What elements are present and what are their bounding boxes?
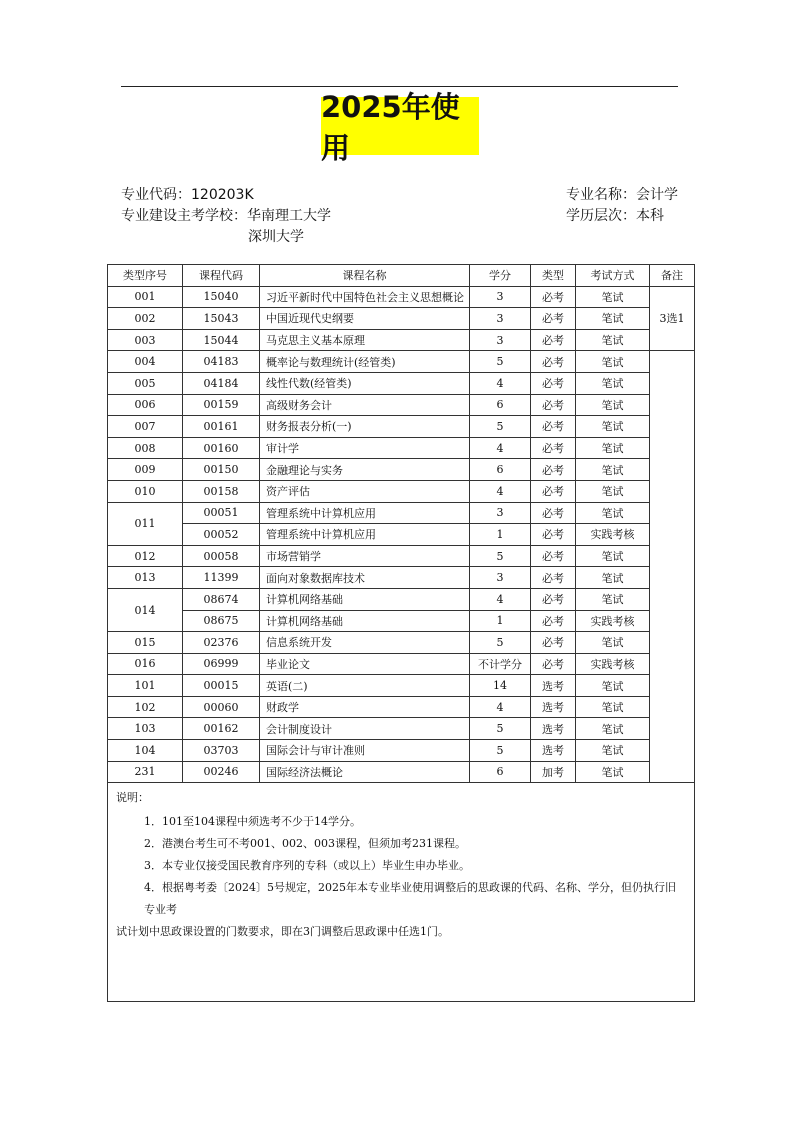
cell-credit: 不计学分	[470, 653, 531, 675]
cell-credit: 6	[470, 394, 531, 416]
cell-code: 00150	[183, 459, 260, 481]
header-remark: 备注	[650, 265, 695, 287]
note-item-continuation: 试计划中思政课设置的门数要求，即在3门调整后思政课中任选1门。	[116, 925, 449, 939]
cell-name: 管理系统中计算机应用	[260, 502, 470, 524]
cell-seq: 004	[108, 351, 183, 373]
cell-seq: 007	[108, 416, 183, 438]
cell-code: 00051	[183, 502, 260, 524]
cell-exam: 笔试	[576, 761, 650, 783]
cell-credit: 5	[470, 632, 531, 654]
cell-credit: 14	[470, 675, 531, 697]
cell-seq: 006	[108, 394, 183, 416]
cell-type: 必考	[531, 480, 576, 502]
cell-code: 00161	[183, 416, 260, 438]
exam-plan-table	[107, 264, 695, 1002]
cell-type: 必考	[531, 567, 576, 589]
cell-exam: 笔试	[576, 437, 650, 459]
table-row	[108, 372, 695, 394]
cell-credit: 1	[470, 524, 531, 546]
cell-seq: 231	[108, 761, 183, 783]
cell-exam: 实践考核	[576, 610, 650, 632]
cell-seq: 008	[108, 437, 183, 459]
cell-code: 03703	[183, 740, 260, 762]
cell-exam: 笔试	[576, 675, 650, 697]
cell-type: 必考	[531, 588, 576, 610]
cell-type: 选考	[531, 718, 576, 740]
major-name: 专业名称：会计学	[566, 187, 678, 203]
cell-code: 06999	[183, 653, 260, 675]
cell-exam: 实践考核	[576, 653, 650, 675]
note-item: 3．本专业仅接受国民教育序列的专科（或以上）毕业生申办毕业。	[144, 859, 470, 873]
cell-seq: 016	[108, 653, 183, 675]
header-code: 课程代码	[183, 265, 260, 287]
table-row	[108, 588, 695, 610]
cell-type: 必考	[531, 459, 576, 481]
cell-name: 高级财务会计	[260, 394, 470, 416]
cell-exam: 笔试	[576, 459, 650, 481]
header-exam: 考试方式	[576, 265, 650, 287]
cell-type: 必考	[531, 524, 576, 546]
cell-exam: 笔试	[576, 286, 650, 308]
cell-seq: 011	[108, 502, 183, 545]
note-item: 1．101至104课程中须选考不少于14学分。	[144, 815, 361, 829]
cell-type: 必考	[531, 437, 576, 459]
table-row	[108, 696, 695, 718]
table-row	[108, 675, 695, 697]
table-row	[108, 308, 695, 330]
host-school-second: 深圳大学	[248, 229, 304, 245]
table-row	[108, 480, 695, 502]
cell-exam: 笔试	[576, 329, 650, 351]
cell-code: 15044	[183, 329, 260, 351]
header-seq: 类型序号	[108, 265, 183, 287]
cell-credit: 4	[470, 437, 531, 459]
cell-type: 加考	[531, 761, 576, 783]
cell-credit: 5	[470, 545, 531, 567]
table-row	[108, 416, 695, 438]
cell-seq: 014	[108, 588, 183, 631]
cell-code: 00052	[183, 524, 260, 546]
note-item: 4．根据粤考委〔2024〕5号规定，2025年本专业毕业使用调整后的思政课的代码、名称、学分，但仍执行旧专业考	[144, 881, 676, 917]
page-title: 2025年使用	[321, 90, 460, 165]
cell-name: 国际经济法概论	[260, 761, 470, 783]
cell-name: 财务报表分析(一)	[260, 416, 470, 438]
cell-name: 财政学	[260, 696, 470, 718]
cell-code: 00158	[183, 480, 260, 502]
cell-name: 英语(二)	[260, 675, 470, 697]
cell-type: 必考	[531, 351, 576, 373]
cell-type: 必考	[531, 502, 576, 524]
cell-credit: 4	[470, 588, 531, 610]
table-row	[108, 610, 695, 632]
cell-code: 08675	[183, 610, 260, 632]
cell-exam: 笔试	[576, 588, 650, 610]
cell-code: 04184	[183, 372, 260, 394]
cell-name: 国际会计与审计准则	[260, 740, 470, 762]
cell-seq: 101	[108, 675, 183, 697]
cell-credit: 3	[470, 329, 531, 351]
cell-type: 必考	[531, 372, 576, 394]
cell-seq: 012	[108, 545, 183, 567]
cell-credit: 3	[470, 308, 531, 330]
cell-name: 管理系统中计算机应用	[260, 524, 470, 546]
cell-name: 资产评估	[260, 480, 470, 502]
header-name: 课程名称	[260, 265, 470, 287]
table-row	[108, 545, 695, 567]
cell-credit: 3	[470, 567, 531, 589]
table-row	[108, 394, 695, 416]
cell-name: 计算机网络基础	[260, 588, 470, 610]
cell-code: 15043	[183, 308, 260, 330]
table-row	[108, 740, 695, 762]
cell-credit: 1	[470, 610, 531, 632]
cell-exam: 笔试	[576, 351, 650, 373]
cell-exam: 实践考核	[576, 524, 650, 546]
cell-seq: 104	[108, 740, 183, 762]
year-title-banner	[321, 90, 479, 165]
cell-seq: 013	[108, 567, 183, 589]
cell-name: 计算机网络基础	[260, 610, 470, 632]
table-row	[108, 437, 695, 459]
table-row	[108, 632, 695, 654]
cell-exam: 笔试	[576, 480, 650, 502]
cell-name: 会计制度设计	[260, 718, 470, 740]
header-type: 类型	[531, 265, 576, 287]
table-row	[108, 502, 695, 524]
education-level: 学历层次：本科	[566, 208, 664, 224]
cell-seq: 010	[108, 480, 183, 502]
cell-exam: 笔试	[576, 372, 650, 394]
table-row	[108, 567, 695, 589]
cell-name: 毕业论文	[260, 653, 470, 675]
cell-name: 市场营销学	[260, 545, 470, 567]
cell-seq: 003	[108, 329, 183, 351]
host-school: 专业建设主考学校：华南理工大学	[121, 208, 331, 224]
cell-seq: 015	[108, 632, 183, 654]
cell-name: 线性代数(经管类)	[260, 372, 470, 394]
cell-credit: 6	[470, 459, 531, 481]
cell-exam: 笔试	[576, 308, 650, 330]
cell-seq: 102	[108, 696, 183, 718]
cell-code: 11399	[183, 567, 260, 589]
cell-remark-choice: 3选1	[650, 286, 695, 351]
table-row	[108, 524, 695, 546]
table-row	[108, 459, 695, 481]
cell-remark-empty	[650, 351, 695, 783]
cell-exam: 笔试	[576, 416, 650, 438]
cell-type: 必考	[531, 416, 576, 438]
cell-seq: 002	[108, 308, 183, 330]
cell-code: 00162	[183, 718, 260, 740]
cell-credit: 4	[470, 372, 531, 394]
notes-row	[108, 783, 695, 1002]
cell-type: 必考	[531, 329, 576, 351]
major-code: 专业代码：120203K	[121, 187, 254, 203]
cell-type: 选考	[531, 740, 576, 762]
table-row	[108, 761, 695, 783]
cell-exam: 笔试	[576, 394, 650, 416]
cell-type: 必考	[531, 308, 576, 330]
cell-credit: 5	[470, 351, 531, 373]
cell-type: 必考	[531, 632, 576, 654]
cell-name: 金融理论与实务	[260, 459, 470, 481]
cell-code: 00015	[183, 675, 260, 697]
cell-credit: 3	[470, 502, 531, 524]
cell-exam: 笔试	[576, 718, 650, 740]
cell-name: 习近平新时代中国特色社会主义思想概论	[260, 286, 470, 308]
cell-exam: 笔试	[576, 740, 650, 762]
table-row	[108, 329, 695, 351]
cell-name: 概率论与数理统计(经管类)	[260, 351, 470, 373]
cell-seq: 001	[108, 286, 183, 308]
notes-title: 说明：	[116, 791, 149, 805]
cell-name: 中国近现代史纲要	[260, 308, 470, 330]
notes-cell	[108, 783, 695, 1002]
cell-exam: 笔试	[576, 632, 650, 654]
cell-code: 15040	[183, 286, 260, 308]
cell-credit: 5	[470, 718, 531, 740]
cell-code: 00159	[183, 394, 260, 416]
cell-code: 02376	[183, 632, 260, 654]
cell-name: 马克思主义基本原理	[260, 329, 470, 351]
cell-type: 必考	[531, 610, 576, 632]
cell-credit: 5	[470, 740, 531, 762]
table-row	[108, 653, 695, 675]
cell-code: 00060	[183, 696, 260, 718]
cell-code: 00160	[183, 437, 260, 459]
cell-type: 必考	[531, 394, 576, 416]
table-row	[108, 286, 695, 308]
cell-code: 00246	[183, 761, 260, 783]
table-row	[108, 351, 695, 373]
cell-credit: 5	[470, 416, 531, 438]
cell-type: 必考	[531, 653, 576, 675]
cell-type: 选考	[531, 675, 576, 697]
cell-exam: 笔试	[576, 502, 650, 524]
cell-seq: 005	[108, 372, 183, 394]
cell-credit: 4	[470, 696, 531, 718]
cell-type: 选考	[531, 696, 576, 718]
cell-seq: 009	[108, 459, 183, 481]
cell-seq: 103	[108, 718, 183, 740]
cell-code: 00058	[183, 545, 260, 567]
note-item: 2．港澳台考生可不考001、002、003课程，但须加考231课程。	[144, 837, 466, 851]
table-header-row	[108, 265, 695, 287]
cell-type: 必考	[531, 286, 576, 308]
cell-name: 审计学	[260, 437, 470, 459]
cell-credit: 4	[470, 480, 531, 502]
cell-name: 面向对象数据库技术	[260, 567, 470, 589]
cell-name: 信息系统开发	[260, 632, 470, 654]
cell-credit: 6	[470, 761, 531, 783]
cell-code: 08674	[183, 588, 260, 610]
table-row	[108, 718, 695, 740]
cell-credit: 3	[470, 286, 531, 308]
cell-exam: 笔试	[576, 545, 650, 567]
cell-exam: 笔试	[576, 696, 650, 718]
header-credit: 学分	[470, 265, 531, 287]
cell-type: 必考	[531, 545, 576, 567]
cell-exam: 笔试	[576, 567, 650, 589]
cell-code: 04183	[183, 351, 260, 373]
